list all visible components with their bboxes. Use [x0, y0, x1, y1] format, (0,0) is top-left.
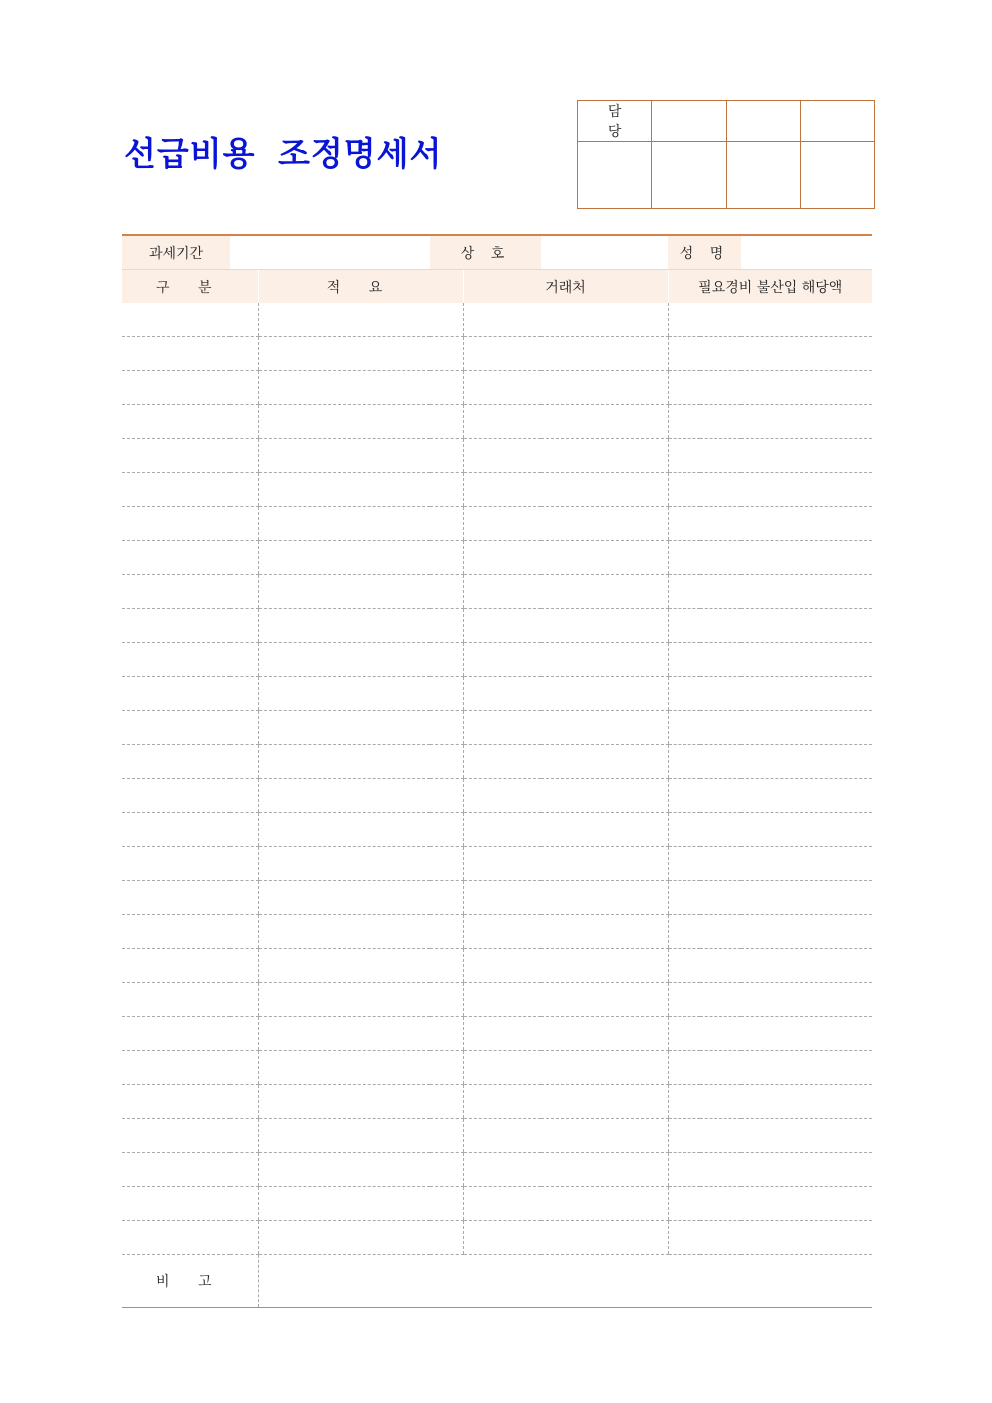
- approval-head-cell: [726, 101, 800, 142]
- period-field[interactable]: [230, 235, 430, 270]
- approval-sign-cell[interactable]: [652, 142, 726, 209]
- vendor-cell[interactable]: [463, 1221, 668, 1255]
- description-cell[interactable]: [258, 405, 463, 439]
- category-cell[interactable]: [122, 949, 258, 983]
- vendor-cell[interactable]: [463, 541, 668, 575]
- description-cell[interactable]: [258, 915, 463, 949]
- description-cell[interactable]: [258, 541, 463, 575]
- table-row: [122, 881, 872, 915]
- description-cell[interactable]: [258, 643, 463, 677]
- category-cell[interactable]: [122, 507, 258, 541]
- category-cell[interactable]: [122, 779, 258, 813]
- category-cell[interactable]: [122, 745, 258, 779]
- description-cell[interactable]: [258, 711, 463, 745]
- category-cell[interactable]: [122, 439, 258, 473]
- approval-sign-cell[interactable]: [726, 142, 800, 209]
- vendor-cell[interactable]: [463, 779, 668, 813]
- vendor-cell[interactable]: [463, 371, 668, 405]
- amount-cell[interactable]: [668, 337, 872, 371]
- amount-cell[interactable]: [668, 507, 872, 541]
- amount-cell[interactable]: [668, 303, 872, 337]
- amount-cell[interactable]: [668, 1187, 872, 1221]
- vendor-cell[interactable]: [463, 847, 668, 881]
- vendor-cell[interactable]: [463, 609, 668, 643]
- amount-cell[interactable]: [668, 1153, 872, 1187]
- amount-cell[interactable]: [668, 1051, 872, 1085]
- vendor-cell[interactable]: [463, 1017, 668, 1051]
- vendor-cell[interactable]: [463, 1187, 668, 1221]
- vendor-cell[interactable]: [463, 1085, 668, 1119]
- approval-head-cell: [800, 101, 874, 142]
- amount-cell[interactable]: [668, 439, 872, 473]
- vendor-cell[interactable]: [463, 915, 668, 949]
- category-cell[interactable]: [122, 643, 258, 677]
- category-cell[interactable]: [122, 1221, 258, 1255]
- amount-cell[interactable]: [668, 1119, 872, 1153]
- table-row: [122, 1017, 872, 1051]
- description-cell[interactable]: [258, 473, 463, 507]
- description-cell[interactable]: [258, 337, 463, 371]
- description-cell[interactable]: [258, 371, 463, 405]
- name-field[interactable]: [741, 235, 872, 270]
- table-row: [122, 1187, 872, 1221]
- table-row: [122, 1119, 872, 1153]
- description-cell[interactable]: [258, 575, 463, 609]
- amount-cell[interactable]: [668, 609, 872, 643]
- category-cell[interactable]: [122, 1187, 258, 1221]
- category-cell[interactable]: [122, 1085, 258, 1119]
- column-header-vendor: 거래처: [463, 270, 668, 304]
- category-cell[interactable]: [122, 915, 258, 949]
- amount-cell[interactable]: [668, 1017, 872, 1051]
- category-cell[interactable]: [122, 677, 258, 711]
- description-cell[interactable]: [258, 1153, 463, 1187]
- approval-head-cell: [652, 101, 726, 142]
- remarks-field[interactable]: [258, 1255, 872, 1308]
- vendor-cell[interactable]: [463, 881, 668, 915]
- amount-cell[interactable]: [668, 881, 872, 915]
- table-row: [122, 847, 872, 881]
- table-row: [122, 711, 872, 745]
- description-cell[interactable]: [258, 1051, 463, 1085]
- amount-cell[interactable]: [668, 371, 872, 405]
- table-row: [122, 643, 872, 677]
- amount-cell[interactable]: [668, 813, 872, 847]
- category-cell[interactable]: [122, 711, 258, 745]
- table-row: [122, 507, 872, 541]
- amount-cell[interactable]: [668, 1221, 872, 1255]
- vendor-cell[interactable]: [463, 643, 668, 677]
- amount-cell[interactable]: [668, 473, 872, 507]
- info-row: [122, 235, 872, 270]
- vendor-cell[interactable]: [463, 575, 668, 609]
- description-cell[interactable]: [258, 1085, 463, 1119]
- approval-sign-cell[interactable]: [578, 142, 652, 209]
- table-row: [122, 337, 872, 371]
- category-cell[interactable]: [122, 337, 258, 371]
- category-cell[interactable]: [122, 1017, 258, 1051]
- column-header-amount: 필요경비 불산입 해당액: [668, 270, 872, 304]
- category-cell[interactable]: [122, 983, 258, 1017]
- amount-cell[interactable]: [668, 405, 872, 439]
- vendor-cell[interactable]: [463, 507, 668, 541]
- vendor-cell[interactable]: [463, 439, 668, 473]
- category-cell[interactable]: [122, 405, 258, 439]
- amount-cell[interactable]: [668, 983, 872, 1017]
- vendor-cell[interactable]: [463, 983, 668, 1017]
- category-cell[interactable]: [122, 303, 258, 337]
- vendor-cell[interactable]: [463, 813, 668, 847]
- category-cell[interactable]: [122, 813, 258, 847]
- category-cell[interactable]: [122, 473, 258, 507]
- description-cell[interactable]: [258, 303, 463, 337]
- table-row: [122, 949, 872, 983]
- vendor-cell[interactable]: [463, 1119, 668, 1153]
- amount-cell[interactable]: [668, 847, 872, 881]
- vendor-cell[interactable]: [463, 949, 668, 983]
- category-cell[interactable]: [122, 371, 258, 405]
- vendor-cell[interactable]: [463, 473, 668, 507]
- table-row: [122, 813, 872, 847]
- table-row: [122, 915, 872, 949]
- table-row: [122, 473, 872, 507]
- table-row: [122, 1221, 872, 1255]
- description-cell[interactable]: [258, 677, 463, 711]
- vendor-cell[interactable]: [463, 677, 668, 711]
- company-field[interactable]: [541, 235, 668, 270]
- remarks-label: 비 고: [156, 1274, 224, 1290]
- period-label: 과세기간: [122, 235, 230, 270]
- column-header-description: 적 요: [258, 270, 463, 304]
- amount-cell[interactable]: [668, 1085, 872, 1119]
- category-cell[interactable]: [122, 1051, 258, 1085]
- remarks-row: [122, 1255, 872, 1308]
- category-cell[interactable]: [122, 575, 258, 609]
- table-row: [122, 609, 872, 643]
- approval-box: [577, 100, 875, 209]
- table-row: [122, 677, 872, 711]
- description-cell[interactable]: [258, 1017, 463, 1051]
- amount-cell[interactable]: [668, 949, 872, 983]
- company-label: 상 호: [430, 235, 541, 270]
- vendor-cell[interactable]: [463, 1051, 668, 1085]
- column-header-row: [122, 270, 872, 304]
- amount-cell[interactable]: [668, 677, 872, 711]
- table-row: [122, 745, 872, 779]
- table-row: [122, 1051, 872, 1085]
- description-cell[interactable]: [258, 745, 463, 779]
- category-cell[interactable]: [122, 847, 258, 881]
- description-cell[interactable]: [258, 881, 463, 915]
- approval-sign-cell[interactable]: [800, 142, 874, 209]
- page-title: 선급비용 조정명세서: [124, 134, 443, 173]
- vendor-cell[interactable]: [463, 405, 668, 439]
- vendor-cell[interactable]: [463, 337, 668, 371]
- amount-cell[interactable]: [668, 779, 872, 813]
- table-row: [122, 779, 872, 813]
- description-cell[interactable]: [258, 609, 463, 643]
- table-row: [122, 439, 872, 473]
- vendor-cell[interactable]: [463, 745, 668, 779]
- table-row: [122, 1153, 872, 1187]
- amount-cell[interactable]: [668, 745, 872, 779]
- description-cell[interactable]: [258, 847, 463, 881]
- category-cell[interactable]: [122, 609, 258, 643]
- amount-cell[interactable]: [668, 575, 872, 609]
- vendor-cell[interactable]: [463, 1153, 668, 1187]
- category-cell[interactable]: [122, 1119, 258, 1153]
- category-cell[interactable]: [122, 881, 258, 915]
- table-row: [122, 371, 872, 405]
- table-row: [122, 575, 872, 609]
- amount-cell[interactable]: [668, 711, 872, 745]
- table-row: [122, 1085, 872, 1119]
- category-cell[interactable]: [122, 1153, 258, 1187]
- table-row: [122, 541, 872, 575]
- adjustment-table: [122, 234, 872, 1308]
- column-header-category: 구 분: [122, 270, 258, 304]
- amount-cell[interactable]: [668, 643, 872, 677]
- table-row: [122, 303, 872, 337]
- description-cell[interactable]: [258, 1221, 463, 1255]
- description-cell[interactable]: [258, 507, 463, 541]
- category-cell[interactable]: [122, 541, 258, 575]
- description-cell[interactable]: [258, 949, 463, 983]
- name-label: 성 명: [668, 235, 741, 270]
- table-row: [122, 405, 872, 439]
- table-row: [122, 983, 872, 1017]
- description-cell[interactable]: [258, 779, 463, 813]
- description-cell[interactable]: [258, 1187, 463, 1221]
- approval-label: 담 당: [578, 101, 652, 142]
- description-cell[interactable]: [258, 813, 463, 847]
- amount-cell[interactable]: [668, 541, 872, 575]
- description-cell[interactable]: [258, 983, 463, 1017]
- vendor-cell[interactable]: [463, 303, 668, 337]
- vendor-cell[interactable]: [463, 711, 668, 745]
- description-cell[interactable]: [258, 1119, 463, 1153]
- amount-cell[interactable]: [668, 915, 872, 949]
- description-cell[interactable]: [258, 439, 463, 473]
